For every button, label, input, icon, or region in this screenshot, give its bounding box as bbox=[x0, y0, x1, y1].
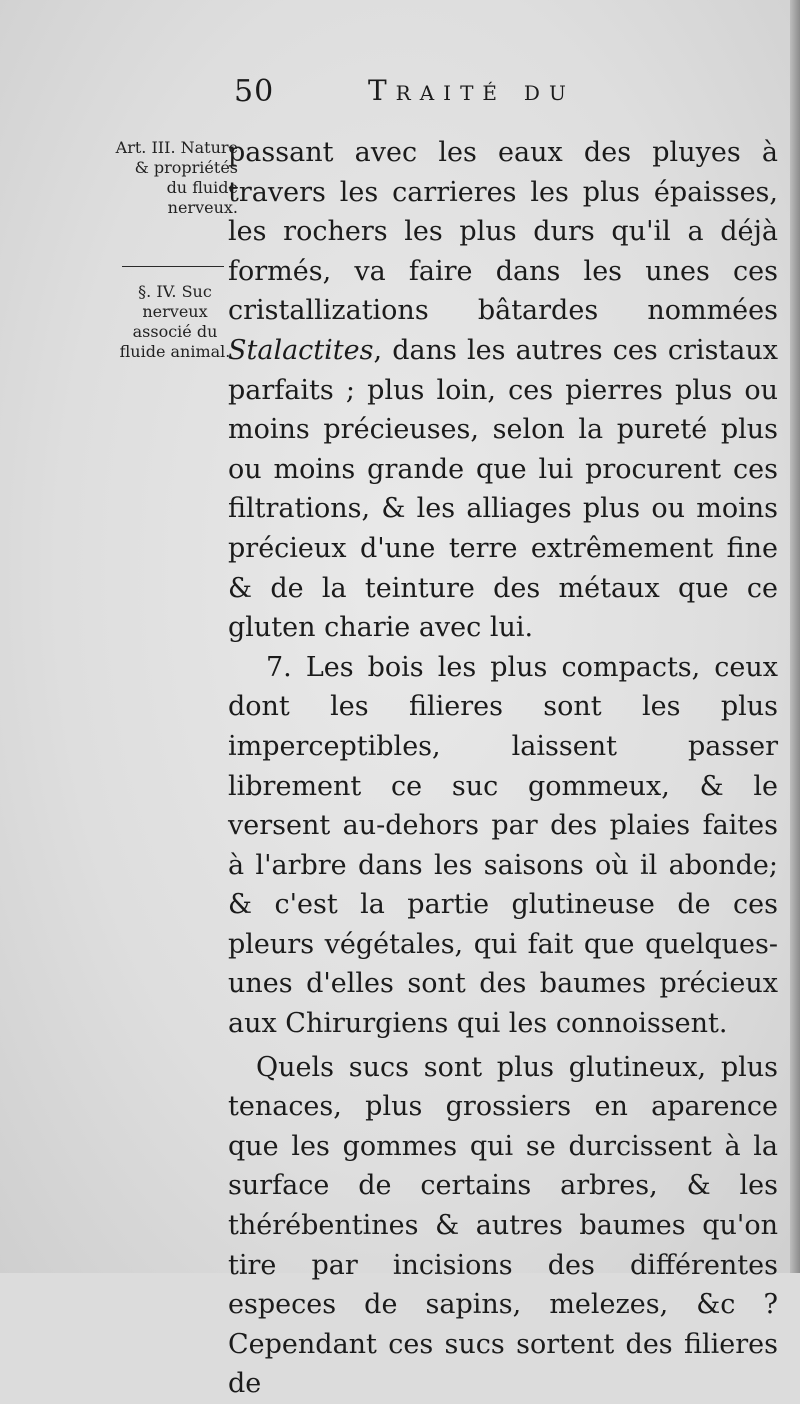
paragraph-2: 7. Les bois les plus compacts, ceux dont les filieres sont les plus imperceptibles, laissent passer librement ce suc gommeux, & le versent au-dehors par des plaies faites à l'arbre dans les saisons où il abonde; & c'est la partie glutineuse de ces pleurs végétales, qui fait que quelques-unes d'elles sont des baumes précieux aux Chirurgiens qui les connoissent. bbox=[228, 651, 778, 1040]
margin-divider bbox=[122, 266, 224, 267]
main-text bbox=[228, 133, 778, 1404]
margin-note-section: §. IV. Suc nerveux associé du fluide animal. bbox=[119, 282, 231, 361]
paragraph-3: Quels sucs sont plus glutineux, plus tenaces, plus grossiers en aparence que les gommes qui se durcissent à la surface de certains arbres, & les thérébentines & autres baumes qu'on tire par incisions des différentes especes de sapins, melezes, &c ? Cependant ces sucs sortent des filieres de bbox=[228, 1051, 778, 1400]
page-header bbox=[228, 74, 788, 114]
running-title: Traité du bbox=[368, 74, 575, 107]
margin-note-article: Art. III. Nature & propriétés du fluide nerveux. bbox=[115, 138, 238, 217]
paragraph-1 bbox=[228, 133, 778, 648]
paragraph-1-part-a: passant avec les eaux des pluyes à travers les carrieres les plus épaisses, les rochers les plus durs qu'il a déjà formés, va faire dans les unes ces cristallizations bâtardes nommées bbox=[228, 137, 778, 327]
page-number: 50 bbox=[234, 74, 275, 109]
stalactites-italic: Stalactites bbox=[228, 334, 374, 366]
paragraph-1-part-b: , dans les autres ces cristaux parfaits ; plus loin, ces pierres plus ou moins précieuses, selon la pureté plus ou moins grande que lui procurent ces filtrations, & les alliages plus ou moins précieux d'une terre extrêmement fine & de la teinture des métaux que ce gluten charie avec lui. bbox=[228, 334, 778, 644]
page-edge-shadow bbox=[790, 0, 800, 1273]
